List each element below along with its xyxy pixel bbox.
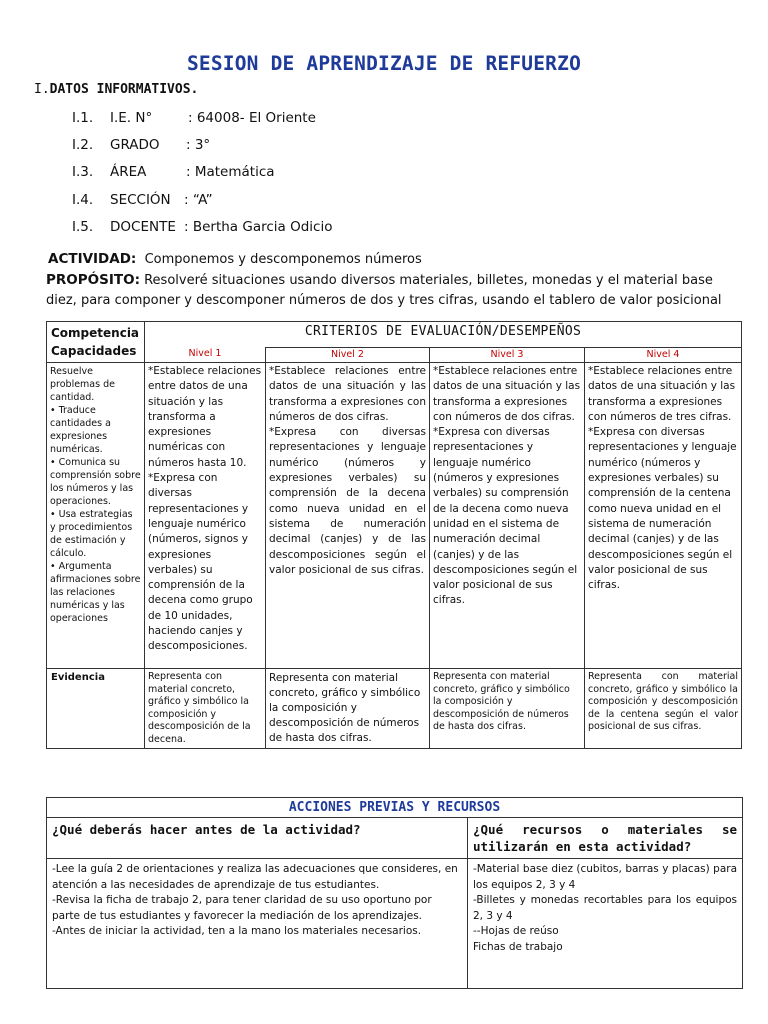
acciones-title: ACCIONES PREVIAS Y RECURSOS [47, 798, 743, 818]
info-row-area [72, 164, 275, 180]
info-number: I.5. [72, 219, 94, 235]
proposito [46, 270, 736, 311]
header-criterios: CRITERIOS DE EVALUACIÓN/DESEMPEÑOS [145, 322, 742, 348]
info-value: : Matemática [186, 164, 275, 180]
info-label: DOCENTE [110, 219, 176, 235]
info-row-seccion [72, 192, 213, 208]
desempeno-nivel-3: *Establece relaciones entre datos de una situación y las transforma a expresiones con números de dos cifras. *Expresa con diversas representaciones y lenguaje numérico (números y expresiones verbales) su comprensión de la decena como nueva unidad en el sistema de numeración decimal (canjes) y de las descomposiciones según el valor posicional de sus cifras. [430, 363, 585, 669]
criterios-table [46, 321, 742, 749]
section-roman-numeral: I. [34, 82, 50, 97]
answer-resources: -Material base diez (cubitos, barras y placas) para los equipos 2, 3 y 4 -Billetes y monedas recortables para los equipos 2, 3 y 4 --Hojas de reúso Fichas de trabajo [468, 859, 743, 989]
actividad-text: Componemos y descomponemos números [144, 252, 422, 267]
proposito-text: Resolveré situaciones usando diversos materiales, billetes, monedas y el material base diez, para componer y descomponer números de dos y tres cifras, usando el tablero de valor posicional [46, 273, 722, 308]
evidencia-nivel-1: Representa con material concreto, gráfico y simbólico la composición y descomposición de la decena. [145, 669, 266, 749]
section-heading-label: DATOS INFORMATIVOS. [49, 82, 199, 97]
evidencia-nivel-4: Representa con material concreto, gráfico y simbólico la composición y descomposición de la centena según el valor posicional de sus cifras. [585, 669, 742, 749]
desempeno-nivel-1: *Establece relaciones entre datos de una situación y las transforma a expresiones numéricas con números hasta 10. *Expresa con diversas representaciones y lenguaje numérico (números, signos y expresiones verbales) su comprensión de la decena como grupo de 10 unidades, haciendo canjes y descomposiciones. [145, 363, 266, 669]
evidencia-nivel-2: Representa con material concreto, gráfico y simbólico la composición y descomposición de números de hasta dos cifras. [266, 669, 430, 749]
section-heading-datos [34, 82, 198, 97]
info-row-grado [72, 137, 210, 153]
info-value: : 64008- El Oriente [188, 110, 316, 126]
info-number: I.3. [72, 164, 94, 180]
competencia-text: Resuelve problemas de cantidad. • Traduce cantidades a expresiones numéricas. • Comunica su comprensión sobre los números y las operaciones. • Usa estrategias y procedimientos de estimación y cálculo. • Argumenta afirmaciones sobre las relaciones numéricas y las operaciones [47, 363, 145, 669]
info-number: I.1. [72, 110, 94, 126]
info-label: GRADO [110, 137, 160, 153]
question-resources: ¿Qué recursos o materiales se utilizarán en esta actividad? [468, 818, 743, 859]
info-number: I.4. [72, 192, 94, 208]
info-row-docente [72, 219, 332, 235]
level-header: Nivel 3 [430, 347, 585, 362]
header-competencia: Competencia Capacidades [47, 322, 145, 363]
actividad [48, 249, 422, 270]
info-row-ie [72, 110, 316, 126]
acciones-table [46, 797, 743, 989]
level-header: Nivel 4 [585, 347, 742, 362]
page-title: SESION DE APRENDIZAJE DE REFUERZO [186, 52, 582, 75]
answer-before-activity: -Lee la guía 2 de orientaciones y realiza las adecuaciones que consideres, en atención a las necesidades de aprendizaje de tus estudiantes. -Revisa la ficha de trabajo 2, para tener claridad de su uso oportuno por parte de tus estudiantes y favorecer la mediación de los aprendizajes. -Antes de iniciar la actividad, ten a la mano los materiales necesarios. [47, 859, 468, 989]
level-header: Nivel 1 [145, 347, 266, 362]
level-header: Nivel 2 [266, 347, 430, 362]
info-label: SECCIÓN [110, 192, 171, 208]
info-number: I.2. [72, 137, 94, 153]
info-value: : 3° [186, 137, 211, 153]
info-label: ÁREA [110, 164, 147, 180]
proposito-label: PROPÓSITO: [46, 272, 140, 288]
question-before-activity: ¿Qué deberás hacer antes de la actividad? [47, 818, 468, 859]
evidencia-label: Evidencia [47, 669, 145, 749]
actividad-label: ACTIVIDAD: [48, 251, 137, 267]
info-value: : Bertha Garcia Odicio [184, 219, 333, 235]
evidencia-nivel-3: Representa con material concreto, gráfico y simbólico la composición y descomposición de números de hasta dos cifras. [430, 669, 585, 749]
desempeno-nivel-2: *Establece relaciones entre datos de una situación y las transforma a expresiones con números de dos cifras. *Expresa con diversas representaciones y lenguaje numérico (números y expresiones verbales) su comprensión de la decena como nueva unidad en el sistema de numeración decimal (canjes) y de las descomposiciones según el valor posicional de sus cifras. [266, 363, 430, 669]
info-label: I.E. N° [110, 110, 153, 126]
desempeno-nivel-4: *Establece relaciones entre datos de una situación y las transforma a expresiones con números de tres cifras. *Expresa con diversas representaciones y lenguaje numérico (números y expresiones verbales) su comprensión de la centena como nueva unidad en el sistema de numeración decimal (canjes) y de las descomposiciones según el valor posicional de sus cifras. [585, 363, 742, 669]
info-value: : “A” [184, 192, 213, 208]
